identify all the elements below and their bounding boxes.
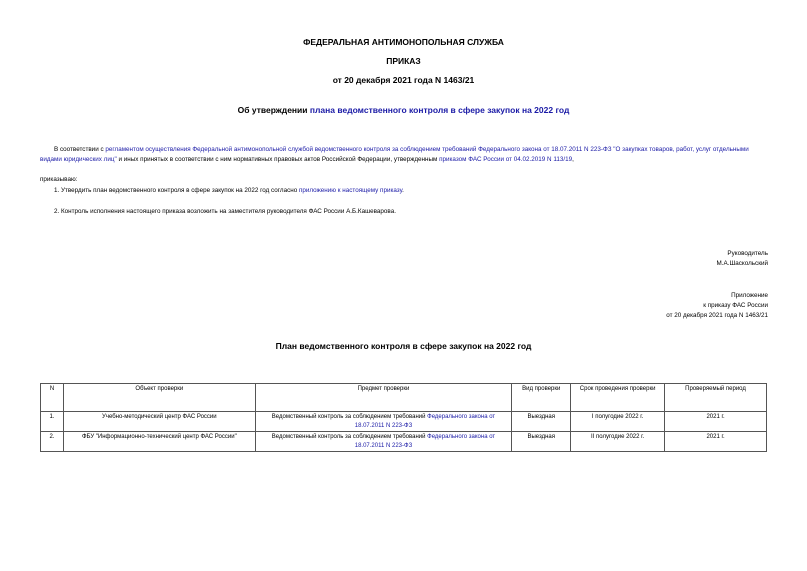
header-n: N bbox=[41, 384, 64, 412]
row-number: 2. bbox=[41, 432, 64, 452]
preamble-text-3: , bbox=[572, 155, 574, 163]
header-period: Проверяемый период bbox=[665, 384, 767, 412]
order-item-1 bbox=[54, 186, 768, 196]
appendix-line-2: к приказу ФАС России bbox=[703, 302, 768, 309]
document-type: ПРИКАЗ bbox=[386, 56, 421, 66]
preamble-paragraph bbox=[40, 145, 768, 164]
row-term: II полугодие 2022 г. bbox=[571, 432, 665, 452]
law-link[interactable]: Федерального закона от 18.07.2011 N 223-ФЗ bbox=[354, 414, 496, 429]
row-period: 2021 г. bbox=[665, 412, 767, 432]
appendix-link[interactable]: приложению к настоящему приказу bbox=[298, 187, 403, 194]
row-period: 2021 г. bbox=[665, 432, 767, 452]
header-object: Объект проверки bbox=[63, 384, 255, 412]
signature-role: Руководитель bbox=[727, 250, 768, 257]
document-title bbox=[0, 105, 807, 115]
order-link[interactable]: приказом ФАС России от 04.02.2019 N 113/19 bbox=[439, 155, 573, 163]
row-object: ФБУ "Информационно-технический центр ФАС России" bbox=[63, 432, 255, 452]
item1-text: 1. Утвердить план ведомственного контроля в сфере закупок на 2022 год согласно bbox=[54, 187, 299, 194]
law-link[interactable]: Федерального закона от 18.07.2011 N 223-ФЗ bbox=[354, 434, 496, 449]
row-object: Учебно-методический центр ФАС России bbox=[63, 412, 255, 432]
document-date-number: от 20 декабря 2021 года N 1463/21 bbox=[332, 75, 475, 85]
row-number: 1. bbox=[41, 412, 64, 432]
item1-end: . bbox=[402, 187, 404, 194]
regulation-link[interactable]: регламентом осуществления Федеральной антимонопольной службой ведомственного контроля за соблюдением требований Федерального закона от 18.07.2011 N 223-ФЗ "О закупках товаров, работ, услуг отдельными видами юридических лиц" bbox=[40, 146, 749, 163]
order-item-2: 2. Контроль исполнения настоящего приказа возложить на заместителя руководителя ФАС России А.Б.Кашеварова. bbox=[54, 208, 396, 215]
title-link[interactable]: плана ведомственного контроля в сфере закупок на 2022 год bbox=[309, 105, 570, 115]
table-row bbox=[41, 412, 767, 432]
appendix-line-3: от 20 декабря 2021 года N 1463/21 bbox=[666, 312, 768, 319]
subject-text: Ведомственный контроль за соблюдением требований bbox=[271, 434, 428, 440]
header-term: Срок проведения проверки bbox=[571, 384, 665, 412]
row-subject bbox=[255, 412, 512, 432]
row-term: I полугодие 2022 г. bbox=[571, 412, 665, 432]
signature-name: М.А.Шаскольский bbox=[716, 260, 768, 267]
title-prefix: Об утверждении bbox=[237, 105, 310, 115]
header-kind: Вид проверки bbox=[512, 384, 571, 412]
table-header-row bbox=[41, 384, 767, 412]
table-row bbox=[41, 432, 767, 452]
row-subject bbox=[255, 432, 512, 452]
order-word: приказываю: bbox=[40, 176, 78, 183]
agency-name: ФЕДЕРАЛЬНАЯ АНТИМОНОПОЛЬНАЯ СЛУЖБА bbox=[303, 37, 504, 47]
row-kind: Выездная bbox=[512, 412, 571, 432]
plan-title: План ведомственного контроля в сфере закупок на 2022 год bbox=[275, 341, 532, 351]
subject-text: Ведомственный контроль за соблюдением требований bbox=[271, 414, 428, 420]
preamble-text-2: и иных принятых в соответствии с ним нормативных правовых актов Российской Федерации, утвержденным bbox=[116, 155, 440, 163]
preamble-text-1: В соответствии с bbox=[54, 146, 106, 153]
plan-table bbox=[40, 383, 767, 452]
header-subject: Предмет проверки bbox=[255, 384, 512, 412]
appendix-line-1: Приложение bbox=[731, 292, 768, 299]
row-kind: Выездная bbox=[512, 432, 571, 452]
